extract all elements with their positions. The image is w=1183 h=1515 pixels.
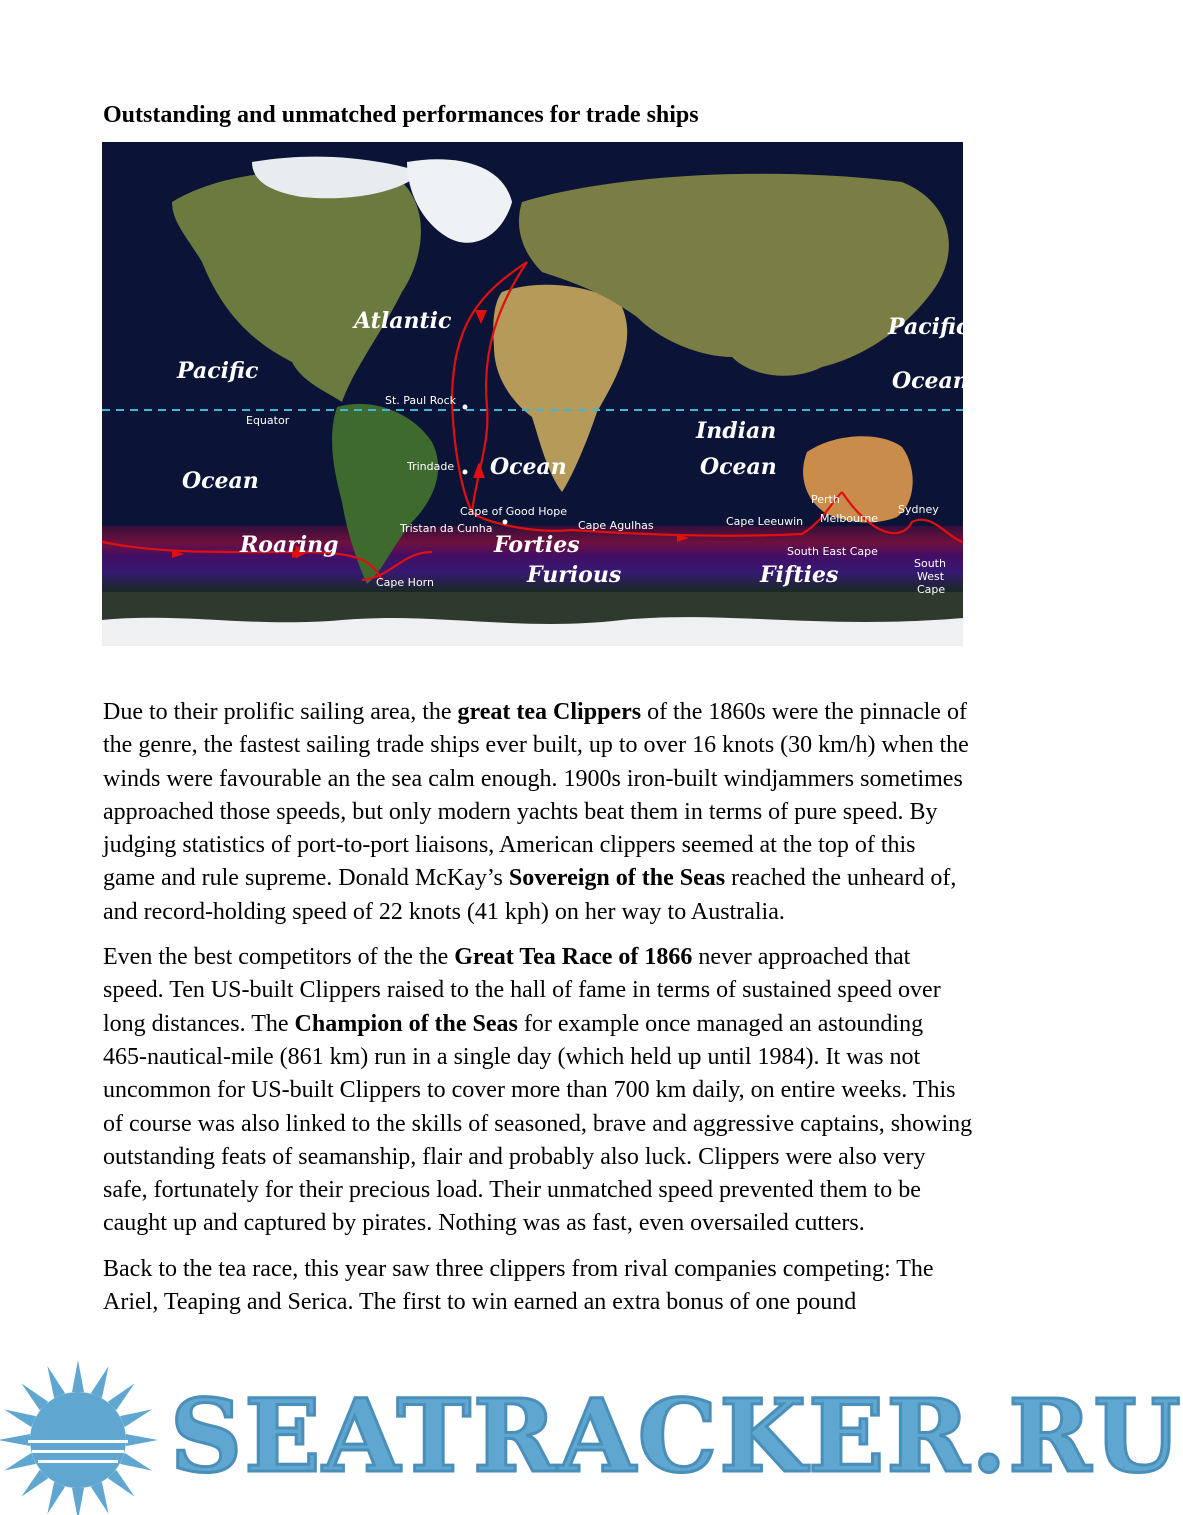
label-cape-agulhas: Cape Agulhas — [578, 519, 654, 532]
emphasis-sovereign-of-the-seas: Sovereign of the Seas — [508, 865, 726, 892]
text: reached the unheard of, and record-holding speed of 22 knots (41 kph) on her way to Australia. — [103, 865, 957, 925]
label-equator: Equator — [246, 414, 290, 427]
emphasis-great-tea-clippers: great tea Clippers — [457, 699, 642, 725]
text: never approached that speed. Ten US-built Clippers raised to the hall of fame in terms of sustained speed over long distances. The — [103, 944, 941, 1037]
label-roaring: Roaring — [240, 532, 339, 558]
paragraph-1 — [103, 696, 973, 929]
label-ocean-west: Ocean — [182, 468, 259, 494]
label-ocean-atlantic: Ocean — [490, 454, 567, 480]
label-pacific-east: Pacific — [888, 314, 970, 340]
label-st-paul-rock: St. Paul Rock — [385, 394, 456, 407]
label-tristan-da-cunha: Tristan da Cunha — [400, 522, 493, 535]
article-body — [103, 696, 973, 1331]
label-west: West — [917, 570, 945, 583]
label-pacific-west: Pacific — [177, 358, 259, 384]
label-cape: Cape — [917, 583, 946, 596]
paragraph-3 — [103, 1253, 973, 1320]
label-trindade: Trindade — [407, 460, 455, 473]
label-south-east-cape: South East Cape — [787, 545, 878, 558]
label-south: South — [914, 557, 946, 570]
label-fifties: Fifties — [760, 562, 839, 588]
text: for example once managed an astounding 465-nautical-mile (861 km) run in a single day (which held up until 1984). It was not uncommon for US-built Clippers to cover more than 700 km daily, on entire weeks. This of course was also linked to the skills of seasoned, brave and aggressive captains, showing outstanding feats of seamanship, flair and probably also luck. Clippers were also very safe, fortunately for their precious load. Their unmatched speed prevented them to be caught up and captured by pirates. Nothing was as fast, even oversailed cutters. — [103, 1010, 973, 1237]
emphasis-great-tea-race: Great Tea Race of 1866 — [454, 944, 693, 971]
watermark-text: SEATRACKER.RU — [170, 1377, 1183, 1495]
label-sydney: Sydney — [898, 503, 939, 516]
label-cape-leeuwin: Cape Leeuwin — [726, 515, 804, 528]
label-perth: Perth — [811, 493, 840, 506]
text: Back to the tea race, this year saw three clippers from rival companies competing: The Ariel, Teaping and Serica. The first to win earned an extra bonus of one pound — [103, 1255, 934, 1316]
label-ocean-indian: Ocean — [700, 454, 777, 480]
world-map-clipper-routes — [102, 142, 970, 646]
label-forties: Forties — [494, 532, 580, 558]
text: Due to their prolific sailing area, the — [103, 699, 458, 725]
label-cape-of-good-hope: Cape of Good Hope — [460, 505, 567, 518]
page-heading: Outstanding and unmatched performances for trade ships — [103, 102, 699, 128]
emphasis-champion-of-the-seas: Champion of the Seas — [294, 1010, 518, 1037]
paragraph-2 — [103, 941, 973, 1241]
text: Even the best competitors of the the — [103, 944, 455, 971]
label-ocean-east: Ocean — [892, 368, 969, 394]
label-indian: Indian — [696, 418, 777, 444]
label-melbourne: Melbourne — [820, 512, 879, 525]
label-atlantic: Atlantic — [354, 308, 452, 334]
label-furious: Furious — [527, 562, 622, 588]
text: of the 1860s were the pinnacle of the genre, the fastest sailing trade ships ever built, up to over 16 knots (30 km/h) when the winds were favourable an the sea calm enough. 1900s iron-built windjammers sometimes approached those speeds, but only modern yachts beat them in terms of pure speed. By judging statistics of port-to-port liaisons, American clippers seemed at the top of this game and rule supreme. Donald McKay’s — [103, 699, 969, 892]
label-cape-horn: Cape Horn — [376, 576, 434, 589]
